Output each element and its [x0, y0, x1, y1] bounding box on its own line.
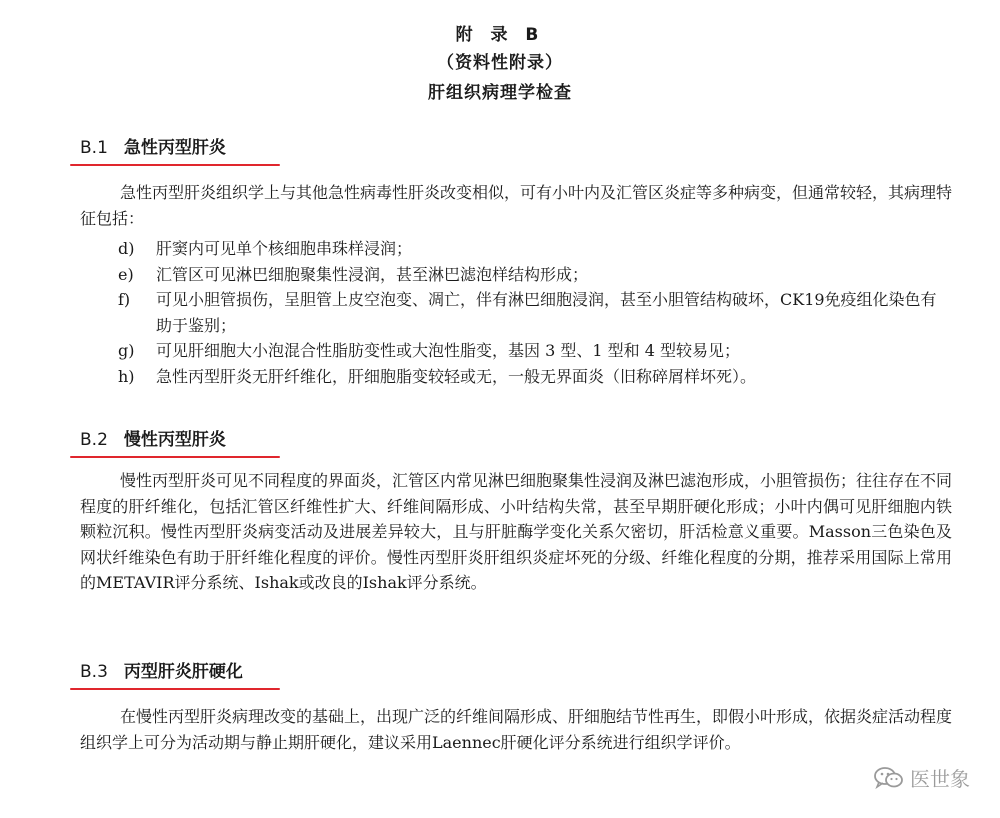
watermark [874, 763, 970, 792]
section-intro-paragraph: 急性丙型肝炎组织学上与其他急性病毒性肝炎改变相似，可有小叶内及汇管区炎症等多种病变，但通常较轻，其病理特征包括： [80, 183, 953, 228]
appendix-title: 肝组织病理学检查 [428, 83, 572, 103]
list-item [118, 287, 952, 338]
section-underline [70, 456, 280, 458]
list-marker: e) [118, 264, 134, 284]
section-heading-b1 [80, 136, 226, 160]
list-item [118, 236, 952, 262]
section-underline [70, 688, 280, 690]
list-marker: h) [118, 366, 135, 386]
section-body-paragraph: 慢性丙型肝炎可见不同程度的界面炎，汇管区内常见淋巴细胞聚集性浸润及淋巴滤泡形成，小胆管损伤；往往存在不同程度的肝纤维化，包括汇管区纤维性扩大、纤维间隔形成、小叶结构失常，甚至早期肝硬化形成；小叶内偶可见肝细胞内铁颗粒沉积。慢性丙型肝炎病变活动及进展差异较大，且与肝脏酶学变化关系欠密切，肝活检意义重要。Masson三色染色及网状纤维染色有助于肝纤维化程度的评价。慢性丙型肝炎肝组织炎症坏死的分级、纤维化程度的分期，推荐采用国际上常用的METAVIR评分系统、Ishak或改良的Ishak评分系统。 [80, 471, 953, 592]
section-title: 丙型肝炎肝硬化 [123, 662, 243, 682]
section-number: B.3 [80, 662, 108, 682]
section-title: 慢性丙型肝炎 [123, 430, 226, 450]
section-heading-b3 [80, 660, 243, 684]
list-item [118, 338, 952, 364]
wechat-icon [874, 766, 904, 790]
section-title: 急性丙型肝炎 [123, 138, 226, 158]
list-marker: f) [118, 290, 131, 309]
list-marker: d) [118, 239, 135, 258]
appendix-label: 附 录 B [455, 25, 545, 45]
section-body-paragraph: 在慢性丙型肝炎病理改变的基础上，出现广泛的纤维间隔形成、肝细胞结节性再生，即假小叶形成，依据炎症活动程度组织学上可分为活动期与静止期肝硬化，建议采用Laennec肝硬化评分系统进行组织学评价。 [80, 707, 953, 752]
list-item-text: 可见肝细胞大小泡混合性脂肪变性或大泡性脂变，基因 3 型、1 型和 4 型较易见； [156, 341, 740, 360]
section-underline [70, 164, 280, 166]
watermark-text: 医世象 [910, 767, 970, 791]
appendix-subtitle: （资料性附录） [437, 53, 563, 73]
list-item [118, 364, 952, 390]
list-item-text: 汇管区可见淋巴细胞聚集性浸润，甚至淋巴滤泡样结构形成； [156, 264, 589, 284]
feature-list [118, 236, 952, 389]
list-item-text: 可见小胆管损伤，呈胆管上皮空泡变、凋亡，伴有淋巴细胞浸润，甚至小胆管结构破坏，CK19免疫组化染色有助于鉴别； [156, 290, 937, 335]
section-number: B.2 [80, 430, 108, 450]
section-heading-b2 [80, 428, 226, 452]
list-item-text: 急性丙型肝炎无肝纤维化，肝细胞脂变较轻或无，一般无界面炎（旧称碎屑样坏死）。 [156, 366, 757, 386]
section-number: B.1 [80, 138, 108, 158]
list-item-text: 肝窦内可见单个核细胞串珠样浸润； [156, 239, 413, 258]
list-item [118, 262, 952, 288]
list-marker: g) [118, 341, 135, 360]
